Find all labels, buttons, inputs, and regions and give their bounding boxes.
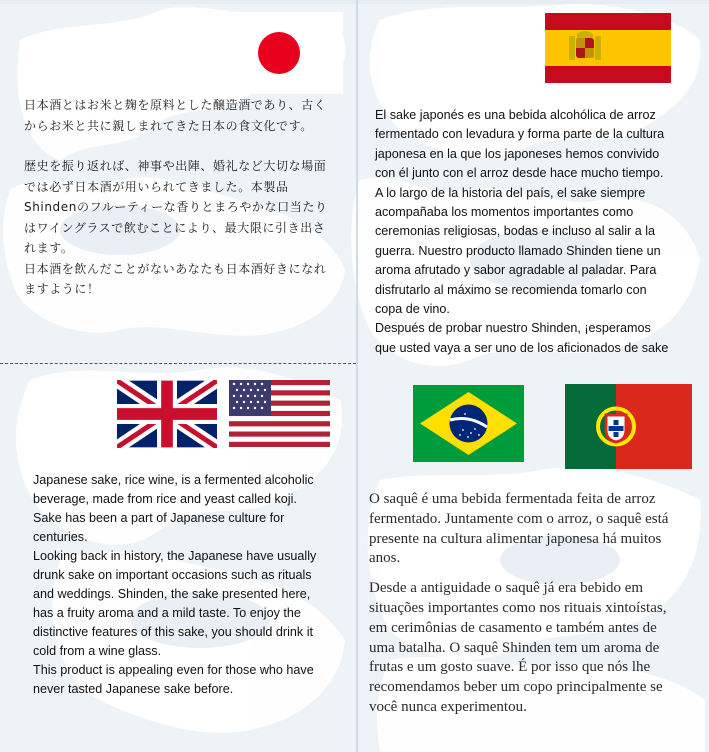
spanish-line: guerra. Nuestro producto llamado Shinden tiene un [375,243,661,258]
portuguese-line: Desde a antiguidade o saquê já era bebido em [369,580,644,597]
portuguese-description [369,490,705,718]
japanese-line: では必ず日本酒が用いられてきました。本製品 [24,179,289,194]
portuguese-line: O saquê é uma bebida fermentada feita de arroz [369,491,656,507]
english-line: distinctive features of this sake, you should drink it [33,625,314,639]
uk-flag-icon [117,380,217,448]
portuguese-line: recomendamos beber um copo principalmente se [369,679,663,696]
portuguese-line: situações importantes como nos rituais xintoístas, [369,599,667,616]
japan-flag-icon [215,12,343,94]
portuguese-line: fermentado. Juntamente com o arroz, o saquê está [369,510,669,527]
spanish-line: que usted vaya a ser uno de los aficionados de sake [375,340,669,355]
japanese-line: 日本酒を飲んだことがないあなたも日本酒好きになれ [24,261,327,276]
portuguese-line: presente na cultura alimentar japonesa há muitos [369,530,662,547]
spanish-line: disfrutarlo al máximo se recomienda tomarlo con [375,282,647,297]
japanese-line: はワイングラスで飲むことにより、最大限に引き出さ [24,220,326,235]
spanish-description [375,106,705,358]
spanish-line: ceremonias religiosas, bodas e incluso al salir a la [375,224,656,239]
portuguese-line: em cerimônias de casamento e também antes de [369,619,657,636]
english-line: never tasted Japanese sake before. [33,682,234,696]
section-divider-dashed [0,363,356,364]
spanish-line: aroma afrutado y sabor agradable al paladar. Para [375,263,657,278]
english-line: This product is appealing even for those who have [33,663,314,677]
brazil-flag-icon [413,385,524,462]
spain-flag-icon [545,13,671,83]
japanese-line: Shindenのフルーティーな香りとまろやかな口当たり [24,200,328,214]
japanese-line: からお米と共に親しまれてきた日本の食文化です。 [24,118,313,133]
english-line: Sake has been a part of Japanese culture for [33,511,285,525]
japanese-line: れます。 [24,241,74,255]
english-line: centuries. [33,530,88,544]
spanish-line: acompañaba los momentos importantes como [375,205,634,220]
english-line: beverage, made from rice and yeast called koji. [33,492,297,506]
japanese-line: ますように！ [24,282,100,296]
japanese-line: 日本酒とはお米と麹を原料とした醸造酒であり、古く [24,98,327,112]
usa-flag-icon [229,380,330,447]
portuguese-line: anos. [369,550,401,567]
spanish-line: El sake japonés es una bebida alcohólica de arroz [375,108,656,122]
japanese-line: 歴史を振り返れば、神事や出陣、婚礼など大切な場面 [24,159,327,173]
english-line: has a fruity aroma and a mild taste. To enjoy the [33,606,301,620]
english-line: Japanese sake, rice wine, is a fermented alcoholic [33,473,314,487]
spanish-line: japonesa en la que los japoneses hemos convivido [375,146,660,161]
english-line: cold from a wine glass. [33,644,162,658]
english-description [33,471,353,699]
english-line: Looking back in history, the Japanese have usually [33,549,317,563]
portuguese-line: frutas e um gosto suave. É por isso que nós lhe [369,659,651,676]
spanish-line: con él junto con el arroz desde hace mucho tiempo. [375,166,664,181]
japanese-description [24,95,354,300]
portugal-flag-icon [565,384,692,469]
top-border [0,0,709,4]
spanish-line: fermentado con levadura y forma parte de la cultura [375,127,665,142]
english-line: and weddings. Shinden, the sake presented here, [33,587,311,601]
portuguese-line: uma batalha. O saquê Shinden tem um aroma de [369,639,660,656]
portuguese-line: você nunca experimentou. [369,698,527,715]
spanish-line: copa de vino. [375,302,450,317]
column-divider [356,0,358,752]
english-line: drunk sake on important occasions such as rituals [33,568,312,582]
spanish-line: A lo largo de la historia del país, el sake siempre [375,185,646,200]
spanish-line: Después de probar nuestro Shinden, ¡esperamos [375,321,651,336]
